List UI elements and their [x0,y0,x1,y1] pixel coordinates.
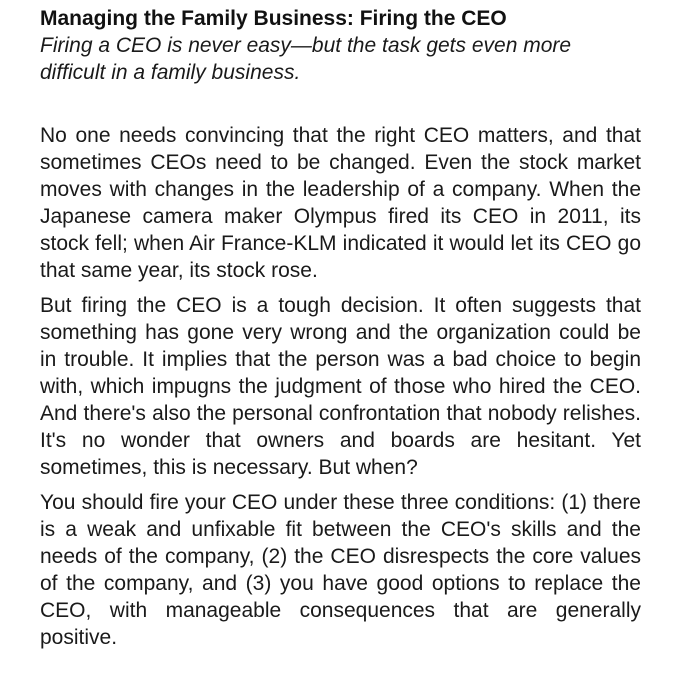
article-body [40,122,641,651]
article-title: Managing the Family Business: Firing the CEO [40,7,507,30]
paragraph-1: No one needs convincing that the right CEO matters, and that sometimes CEOs need to be changed. Even the stock market moves with changes in the leadership of a company. When the Japanese camera maker Olympus fired its CEO in 2011, its stock fell; when Air France-KLM indicated it would let its CEO go that same year, its stock rose. [40,124,641,282]
paragraph-2: But firing the CEO is a tough decision. It often suggests that something has gone very wrong and the organization could be in trouble. It implies that the person was a bad choice to begin with, which impugns the judgment of those who hired the CEO. And there's also the personal confrontation that nobody relishes. It's no wonder that owners and boards are hesitant. Yet sometimes, this is necessary. But when? [40,294,641,479]
paragraph-3: You should fire your CEO under these three conditions: (1) there is a weak and unfixable fit between the CEO's skills and the needs of the company, (2) the CEO disrespects the core values of the company, and (3) you have good options to replace the CEO, with manageable consequences that are generally positive. [40,491,641,649]
article-subtitle: Firing a CEO is never easy—but the task gets even more difficult in a family business. [40,34,572,84]
article [40,6,641,659]
